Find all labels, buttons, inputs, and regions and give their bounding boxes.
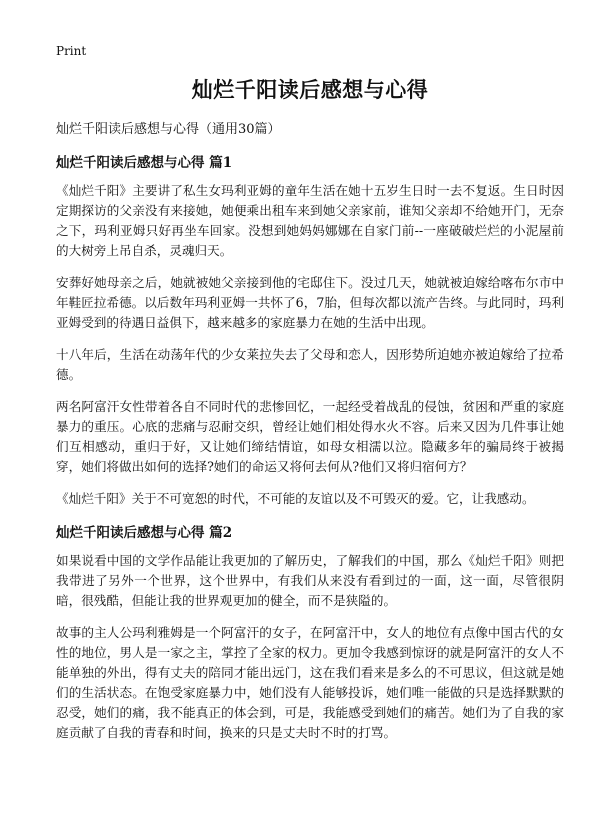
- document-title: 灿烂千阳读后感想与心得: [191, 77, 429, 102]
- paragraph: 十八年后，生活在动荡年代的少女莱拉失去了父母和恋人，因形势所迫她亦被迫嫁给了拉希德。: [56, 347, 564, 382]
- paragraph: 《灿烂千阳》主要讲了私生女玛利亚姆的童年生活在她十五岁生日时一去不复返。生日时因定期探访的父亲没有来接她，她便乘出租车来到她父亲家前，谁知父亲却不给她开门，无奈之下，玛利亚姆只好再坐车回家。没想到她妈妈娜娜在自家门前--一座破破烂烂的小泥屋前的大树旁上吊自杀，灵魂归天。: [56, 183, 564, 258]
- paragraph: 故事的主人公玛利雅姆是一个阿富汗的女子，在阿富汗中，女人的地位有点像中国古代的女性的地位，男人是一家之主，掌控了全家的权力。更加令我感到惊讶的就是阿富汗的女人不能单独的外出，得有丈夫的陪同才能出远门，这在我们看来是多么的不可思议，但这就是她们的生活状态。在饱受家庭暴力中，她们没有人能够投诉，她们唯一能做的只是选择默默的忍受，她们的痛，我不能真正的体会到，可是，我能感受到她们的痛苦。她们为了自我的家庭贡献了自我的青春和时间，换来的只是丈夫时不时的打骂。: [56, 625, 564, 740]
- paragraph: 《灿烂千阳》关于不可宽恕的时代，不可能的友谊以及不可毁灭的爱。它，让我感动。: [56, 491, 535, 506]
- section-heading: 灿烂千阳读后感想与心得 篇2: [56, 525, 233, 541]
- paragraph: 安葬好她母亲之后，她就被她父亲接到他的宅邸住下。没过几天，她就被迫嫁给喀布尔市中年鞋匠拉希德。以后数年玛利亚姆一共怀了6，7胎，但每次都以流产告终。与此同时，玛利亚姆受到的待遇日益俱下，越来越多的家庭暴力在她的生活中出现。: [56, 275, 564, 330]
- section-heading: 灿烂千阳读后感想与心得 篇1: [56, 155, 233, 171]
- document-subtitle: 灿烂千阳读后感想与心得（通用30篇）: [56, 122, 281, 137]
- print-link[interactable]: Print: [56, 44, 87, 58]
- section-2: [56, 521, 564, 743]
- paragraph: 两名阿富汗女性带着各自不同时代的悲惨回忆，一起经受着战乱的侵蚀，贫困和严重的家庭暴力的重压。心底的悲痛与忍耐交织，曾经让她们相处得水火不容。后来又因为几件事让她们互相感动，重归于好，又让她们缔结情谊，如母女相濡以泣。隐藏多年的骗局终于被揭穿，她们将做出如何的选择?她们的命运又将何去何从?他们又将归宿何方？: [56, 399, 564, 474]
- paragraph: 如果说看中国的文学作品能让我更加的了解历史，了解我们的中国，那么《灿烂千阳》则把我带进了另外一个世界，这个世界中，有我们从来没有看到过的一面，这一面，尽管很阴暗，很残酷，但能让我的世界观更加的健全，而不是狭隘的。: [56, 553, 564, 608]
- section-1: [56, 151, 564, 509]
